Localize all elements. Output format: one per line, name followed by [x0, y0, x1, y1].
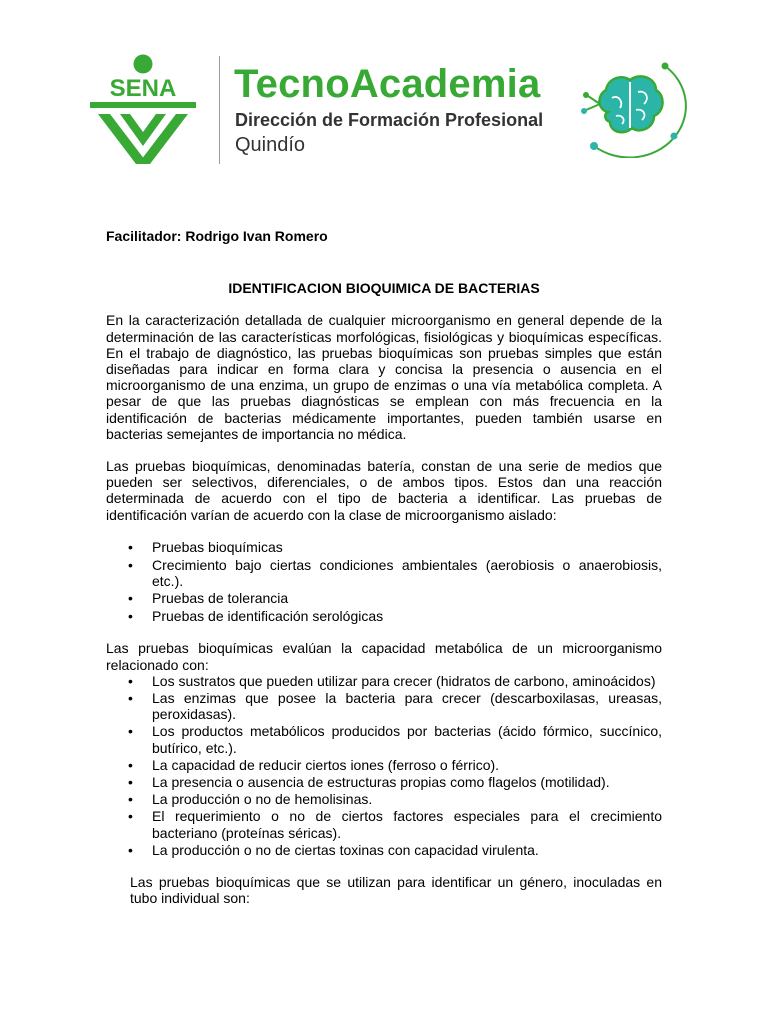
sena-logo — [88, 52, 198, 170]
brain-icon — [570, 58, 688, 158]
list-item: • Las enzimas que posee la bacteria para crecer (descarboxilasas, ureasas, peroxidasas). — [128, 689, 662, 723]
brand-title: TecnoAcademia — [234, 62, 541, 106]
list-item: • La producción o no de hemolisinas. — [128, 791, 373, 808]
header-divider — [219, 56, 220, 164]
brand-city: Quindío — [235, 134, 306, 156]
list-item: • El requerimiento o no de ciertos factores especiales para el crecimiento bacteriano (proteínas séricas). — [128, 808, 662, 841]
paragraph-intro: En la caracterización detallada de cualquier microorganismo en general depende de la determinación de las características morfológicas, fisiológicas y bioquímicas específicas. En el trabajo de diagnóstico, las pruebas bioquímicas son pruebas simples que están diseñadas para indicar en forma clara y concisa la presencia o ausencia en el microorganismo de una enzima, un grupo de enzimas o una vía metabólica completa. A pesar de que las pruebas diagnósticas se emplean con más frecuencia en la identificación de bacterias médicamente importantes, pueden también usarse en bacterias semejantes de importancia no médica. — [106, 312, 662, 442]
paragraph-battery: Las pruebas bioquímicas, denominadas batería, constan de una serie de medios que pueden ser selectivos, diferenciales, o de ambos tipos. Estos dan una reacción determinada de acuerdo con el tipo de bacteria a identificar. Las pruebas de identificación varían de acuerdo con la clase de microorganismo aislado: — [106, 458, 662, 523]
brand-subtitle: Dirección de Formación Profesional — [235, 110, 544, 130]
list-item: • La presencia o ausencia de estructuras propias como flagelos (motilidad). — [128, 773, 610, 790]
list-item: • La capacidad de reducir ciertos iones (ferroso o férrico). — [128, 756, 500, 773]
list-item: • Crecimiento bajo ciertas condiciones ambientales (aerobiosis o anaerobiosis, etc.). — [128, 556, 662, 589]
paragraph-individual-tube: Las pruebas bioquímicas que se utilizan para identificar un género, inoculadas en tubo individual son: — [130, 874, 662, 907]
document-body — [106, 228, 662, 906]
metabolic-capacity-list — [106, 673, 662, 858]
identification-tests-list — [106, 539, 662, 625]
list-item: • Los productos metabólicos producidos por bacterias (ácido fórmico, succínico, butírico, etc.). — [128, 723, 662, 756]
list-item: • La producción o no de ciertas toxinas con capacidad virulenta. — [128, 841, 539, 858]
sena-logo-text: SENA — [109, 75, 177, 102]
page-header — [0, 0, 768, 200]
facilitator-line: Facilitador: Rodrigo Ivan Romero — [106, 228, 328, 244]
document-title: IDENTIFICACION BIOQUIMICA DE BACTERIAS — [228, 280, 540, 297]
paragraph-metabolic: Las pruebas bioquímicas evalúan la capacidad metabólica de un microorganismo relacionado con: — [106, 640, 662, 673]
list-item: • Pruebas de tolerancia — [128, 590, 289, 607]
list-item: • Pruebas bioquímicas — [128, 538, 283, 555]
list-item: • Pruebas de identificación serológicas — [128, 608, 384, 625]
list-item: • Los sustratos que pueden utilizar para crecer (hidratos de carbono, aminoácidos) — [128, 672, 656, 689]
